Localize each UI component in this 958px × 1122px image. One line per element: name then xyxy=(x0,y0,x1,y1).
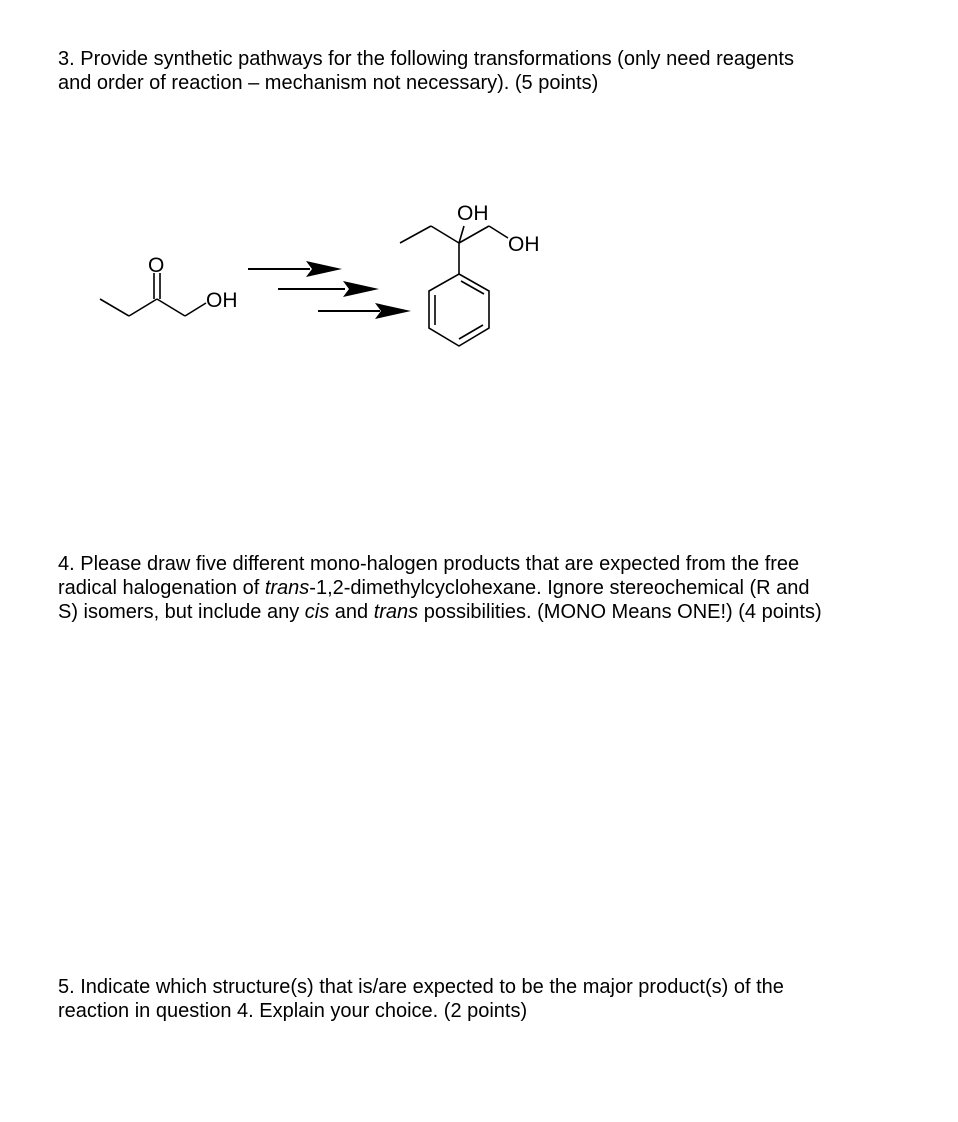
product-bond-ethyl-2 xyxy=(431,226,459,243)
benzene-inner-bond-2 xyxy=(459,325,483,339)
product-oh-top-label: OH xyxy=(457,202,489,225)
start-oh-label: OH xyxy=(206,289,238,312)
question-4-text: -1,2-dimethylcyclohexane. Ignore stereochemical (R and xyxy=(309,577,810,599)
start-oxygen-label: O xyxy=(148,254,165,277)
start-bond-1 xyxy=(100,299,129,316)
reaction-arrow-2 xyxy=(278,281,379,297)
question-3-line-2: and order of reaction – mechanism not necessary). (5 points) xyxy=(58,72,599,94)
question-4-line-3 xyxy=(58,600,918,624)
question-5-line-2: reaction in question 4. Explain your choice. (2 points) xyxy=(58,1000,528,1022)
product xyxy=(400,226,508,346)
starting-material xyxy=(100,273,206,316)
cis-term: cis xyxy=(304,601,330,623)
trans-term: trans xyxy=(264,577,310,599)
reaction-arrow-3 xyxy=(318,303,411,319)
question-4-line-2 xyxy=(58,576,918,600)
question-4-text: radical halogenation of xyxy=(58,577,265,599)
product-bond-ethyl-1 xyxy=(400,226,431,243)
question-5 xyxy=(58,975,918,1023)
product-bond-ch2-oh xyxy=(489,226,508,238)
question-4-text: S) isomers, but include any xyxy=(58,601,305,623)
reaction-arrows xyxy=(248,261,411,319)
benzene-ring xyxy=(429,274,489,346)
question-4-text: possibilities. (MONO Means ONE!) (4 points) xyxy=(418,601,822,623)
question-5-line-1: 5. Indicate which structure(s) that is/are expected to be the major product(s) of the xyxy=(58,976,784,998)
product-oh-side-label: OH xyxy=(508,233,540,256)
question-3-line-1: 3. Provide synthetic pathways for the following transformations (only need reagents xyxy=(58,48,794,70)
question-4 xyxy=(58,552,918,624)
reaction-arrow-1 xyxy=(248,261,342,277)
start-bond-4 xyxy=(185,303,206,316)
reaction-scheme xyxy=(0,0,958,400)
benzene-inner-bond-1 xyxy=(461,281,484,294)
question-4-line-1: 4. Please draw five different mono-halogen products that are expected from the free xyxy=(58,553,800,575)
start-bond-2 xyxy=(129,299,157,316)
question-4-text: and xyxy=(329,601,374,623)
trans-term: trans xyxy=(373,601,419,623)
start-bond-3 xyxy=(157,299,185,316)
